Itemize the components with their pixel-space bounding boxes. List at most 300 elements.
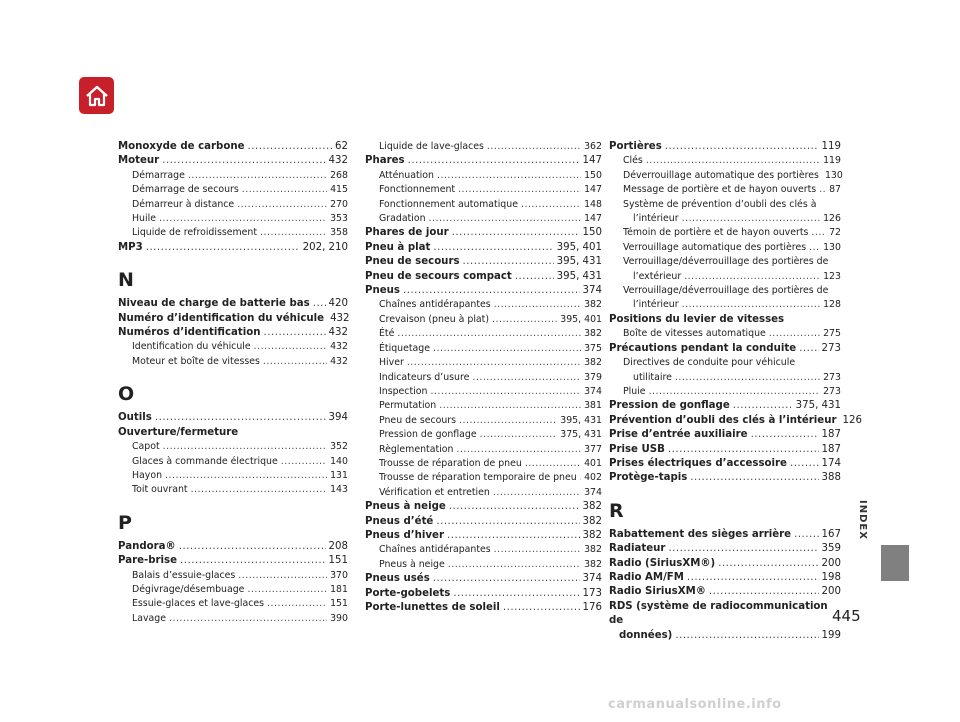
index-entry[interactable] (609, 241, 841, 255)
index-entry[interactable] (609, 255, 841, 284)
entry-label: Vérification et entretien (379, 486, 490, 498)
entry-label: Pneus d’hiver (365, 529, 444, 541)
index-entry[interactable] (365, 255, 602, 269)
dot-leader (521, 198, 581, 212)
entry-label: Fonctionnement (379, 184, 456, 196)
entry-label: Pluie (623, 385, 646, 397)
entry-pages[interactable]: 200 (821, 586, 841, 598)
index-entry[interactable] (118, 583, 348, 597)
dot-leader (247, 583, 327, 597)
entry-pages[interactable]: 377 (584, 443, 602, 455)
index-entry[interactable] (609, 443, 841, 457)
index-entry[interactable] (365, 558, 602, 572)
dot-leader (751, 428, 819, 442)
entry-pages[interactable]: 130 (824, 169, 843, 181)
dot-leader (487, 140, 581, 154)
home-icon (84, 83, 110, 109)
index-entry[interactable] (365, 572, 602, 586)
index-entry[interactable] (609, 414, 862, 428)
dot-leader (515, 270, 554, 284)
entry-label: Pare-brise (118, 555, 178, 567)
dot-leader (437, 169, 581, 183)
entry-pages[interactable]: 140 (330, 455, 348, 467)
index-entry[interactable] (118, 340, 348, 354)
index-entry[interactable] (118, 597, 348, 611)
entry-label: Radio AM/FM (609, 571, 684, 583)
index-entry[interactable] (365, 399, 602, 413)
entry-label: Hayon (132, 469, 163, 481)
index-entry[interactable] (365, 154, 602, 168)
entry-pages[interactable]: 353 (330, 213, 348, 225)
dot-leader (668, 542, 818, 556)
entry-pages[interactable]: 395, 401 (556, 241, 602, 253)
index-entry[interactable] (365, 457, 602, 471)
index-entry[interactable] (609, 471, 841, 485)
entry-pages[interactable]: 187 (821, 443, 841, 455)
index-entry[interactable] (118, 297, 348, 311)
index-entry[interactable] (118, 140, 348, 154)
entry-label: Identification du véhicule (132, 341, 251, 353)
entry-label: Porte-lunettes de soleil (365, 602, 500, 613)
entry-pages[interactable]: 143 (330, 484, 348, 496)
entry-label: Moteur (118, 155, 160, 167)
index-entry[interactable] (365, 529, 602, 543)
dot-leader (480, 428, 558, 442)
entry-pages[interactable]: 150 (582, 227, 602, 239)
index-entry[interactable] (365, 471, 602, 485)
dot-leader (799, 342, 818, 356)
entry-label: Pneus à neige (379, 558, 445, 570)
entry-label: Balais d’essuie-glaces (132, 569, 236, 581)
entry-pages[interactable]: 151 (330, 598, 348, 610)
index-entry[interactable] (609, 154, 841, 168)
entry-label: Verrouillage automatique des portières (623, 241, 807, 253)
entry-pages[interactable]: 199 (821, 629, 841, 641)
dot-leader (682, 298, 820, 312)
entry-pages[interactable]: 374 (584, 385, 602, 397)
entry-pages[interactable]: 379 (584, 371, 602, 383)
dot-leader (794, 528, 818, 542)
index-entry[interactable] (365, 486, 602, 500)
entry-pages[interactable]: 273 (823, 371, 841, 383)
index-entry[interactable] (118, 540, 348, 554)
index-entry[interactable] (609, 140, 841, 154)
index-entry[interactable] (365, 371, 602, 385)
entry-pages[interactable]: 370 (330, 569, 348, 581)
entry-pages[interactable]: 187 (821, 429, 841, 441)
entry-pages[interactable]: 174 (821, 457, 841, 469)
index-tab[interactable] (881, 545, 909, 581)
index-entry[interactable] (609, 356, 841, 385)
dot-leader (448, 558, 581, 572)
dot-leader (313, 297, 326, 311)
section-heading: O (118, 383, 135, 406)
index-entry[interactable] (609, 284, 841, 313)
entry-pages[interactable]: 420 (328, 298, 348, 310)
entry-label: Monoxyde de carbone (118, 141, 245, 152)
entry-pages[interactable]: 375 (584, 342, 602, 354)
entry-pages[interactable]: 208 (328, 540, 348, 552)
index-entry[interactable] (118, 198, 348, 212)
index-entry[interactable] (365, 226, 602, 240)
dot-leader (668, 443, 819, 457)
dot-leader (452, 226, 580, 240)
entry-pages[interactable]: 375, 431 (560, 429, 602, 441)
index-entry[interactable] (365, 270, 602, 284)
entry-pages[interactable]: 128 (823, 299, 841, 311)
watermark: carmanualsonline.info (608, 697, 782, 712)
entry-pages[interactable]: 374 (584, 486, 602, 498)
index-entry[interactable] (609, 600, 841, 643)
index-entry[interactable] (118, 183, 348, 197)
entry-pages[interactable]: 273 (823, 385, 841, 397)
entry-pages[interactable]: 148 (584, 198, 602, 210)
entry-pages[interactable]: 382 (582, 501, 602, 513)
entry-pages[interactable]: 358 (330, 227, 348, 239)
index-entry[interactable] (118, 154, 348, 168)
dot-leader (179, 540, 326, 554)
index-column-1 (118, 140, 348, 626)
dot-leader (254, 340, 327, 354)
dot-leader (263, 355, 327, 369)
entry-pages[interactable]: 130 (823, 241, 841, 253)
entry-pages[interactable]: 273 (821, 342, 841, 354)
dot-leader (165, 469, 327, 483)
index-entry[interactable] (365, 443, 602, 457)
entry-pages[interactable]: 72 (829, 227, 841, 239)
entry-label-continued: l’intérieur (633, 299, 679, 311)
entry-pages[interactable]: 402 (584, 472, 602, 484)
dot-leader (709, 585, 819, 599)
entry-pages[interactable]: 415 (330, 184, 348, 196)
entry-pages[interactable]: 362 (584, 141, 602, 152)
index-entry[interactable] (609, 585, 841, 599)
index-entry[interactable] (609, 528, 841, 542)
entry-pages[interactable]: 382 (584, 558, 602, 570)
entry-pages[interactable]: 181 (330, 583, 348, 595)
index-entry[interactable] (118, 440, 348, 454)
entry-pages[interactable]: 382 (582, 529, 602, 541)
index-entry[interactable] (365, 356, 602, 370)
dot-leader (439, 399, 581, 413)
entry-pages[interactable]: 382 (584, 357, 602, 369)
dot-leader (456, 443, 581, 457)
entry-label: Pression de gonflage (379, 429, 477, 441)
home-button[interactable] (79, 77, 114, 114)
index-entry[interactable] (365, 587, 602, 601)
dot-leader (493, 486, 581, 500)
index-entry[interactable] (118, 212, 348, 226)
entry-pages[interactable]: 395, 431 (556, 270, 602, 282)
index-entry[interactable] (118, 483, 348, 497)
dot-leader (790, 457, 819, 471)
index-entry[interactable] (365, 543, 602, 557)
entry-pages[interactable]: 198 (821, 571, 841, 583)
dot-leader (264, 326, 326, 340)
index-entry[interactable] (118, 469, 348, 483)
entry-pages[interactable]: 432 (330, 312, 350, 324)
index-entry[interactable] (118, 411, 348, 425)
entry-label: Système de prévention d’oubli des clés à (623, 198, 817, 210)
entry-label: Liquide de lave-glaces (379, 141, 484, 152)
entry-label: Crevaison (pneu à plat) (379, 313, 490, 325)
index-entry[interactable] (118, 326, 348, 340)
entry-label: Pneu de secours (365, 256, 460, 268)
entry-label: Pneus à neige (365, 501, 446, 513)
entry-pages[interactable]: 123 (823, 270, 841, 282)
index-entry[interactable] (365, 327, 602, 341)
entry-pages[interactable]: 352 (330, 441, 348, 453)
section-heading: P (118, 511, 132, 534)
entry-pages[interactable]: 382 (582, 515, 602, 527)
entry-label: Prises électriques d’accessoire (609, 457, 787, 469)
dot-leader (169, 612, 327, 626)
dot-leader (675, 629, 818, 643)
index-side-label: INDEX (857, 500, 868, 540)
entry-label: Radiateur (609, 543, 666, 555)
entry-label: Glaces à commande électrique (132, 455, 278, 467)
entry-label: Démarrage (132, 169, 185, 181)
index-entry[interactable] (609, 428, 841, 442)
entry-label: Chaînes antidérapantes (379, 544, 491, 556)
dot-leader (494, 298, 581, 312)
entry-label: Essuie-glaces et lave-glaces (132, 598, 265, 610)
index-entry[interactable] (609, 542, 841, 556)
entry-pages[interactable]: 270 (330, 198, 348, 210)
index-entry[interactable] (118, 226, 348, 240)
entry-pages[interactable]: 394 (328, 412, 348, 424)
entry-pages[interactable]: 401 (584, 457, 602, 469)
entry-label: Positions du levier de vitesses (609, 313, 785, 325)
entry-pages[interactable]: 147 (584, 184, 602, 196)
entry-pages[interactable]: 275 (823, 328, 841, 340)
dot-leader (447, 529, 580, 543)
entry-label: Dégivrage/désembuage (132, 583, 245, 595)
entry-label: RDS (système de radiocommunication de (609, 600, 828, 627)
dot-leader (492, 313, 557, 327)
entry-label: Pneus (365, 285, 400, 297)
dot-leader (453, 587, 579, 601)
entry-label: Précautions pendant la conduite (609, 342, 797, 354)
entry-label: Démarrage de secours (132, 184, 239, 196)
index-entry[interactable] (365, 284, 602, 298)
entry-label: Déverrouillage automatique des portières (623, 169, 819, 181)
entry-label: Radio (SiriusXM®) (609, 557, 716, 569)
index-entry[interactable] (609, 557, 841, 571)
entry-label: Inspection (379, 385, 428, 397)
dot-leader (649, 385, 821, 399)
entry-label: Permutation (379, 400, 437, 412)
entry-pages[interactable]: 390 (330, 612, 348, 624)
index-entry[interactable] (609, 385, 841, 399)
dot-leader (180, 554, 326, 568)
entry-label: Chaînes antidérapantes (379, 299, 491, 311)
entry-pages[interactable]: 150 (584, 169, 602, 181)
entry-label: Porte-gobelets (365, 587, 451, 599)
dot-leader (687, 571, 819, 585)
entry-label: Phares (365, 155, 405, 167)
index-entry[interactable] (118, 355, 348, 369)
entry-pages[interactable]: 131 (330, 469, 348, 481)
index-entry[interactable] (609, 183, 841, 197)
index-entry[interactable] (609, 226, 841, 240)
entry-pages[interactable]: 382 (584, 328, 602, 340)
entry-label: Niveau de charge de batterie bas (118, 298, 310, 310)
index-entry[interactable] (365, 515, 602, 529)
dot-leader (472, 371, 581, 385)
index-entry[interactable] (118, 554, 348, 568)
dot-leader (494, 543, 581, 557)
dot-leader (436, 515, 579, 529)
index-entry[interactable] (118, 569, 348, 583)
dot-leader (459, 414, 557, 428)
index-entry[interactable] (118, 312, 348, 326)
entry-label: Prise d’entrée auxiliaire (609, 429, 748, 441)
index-entry[interactable] (609, 399, 841, 413)
dot-leader (155, 411, 326, 425)
entry-pages[interactable]: 382 (584, 544, 602, 556)
entry-pages[interactable]: 395, 431 (556, 256, 602, 268)
entry-label: Protège-tapis (609, 472, 688, 484)
entry-label: Trousse de réparation de pneu (379, 457, 522, 469)
entry-label: Radio SiriusXM® (609, 586, 706, 598)
entry-pages[interactable]: 432 (330, 341, 348, 353)
dot-leader (407, 356, 581, 370)
entry-label: Lavage (132, 612, 166, 624)
entry-label-continued: utilitaire (633, 371, 672, 383)
section-heading: N (118, 269, 134, 292)
entry-pages[interactable]: 167 (821, 528, 841, 540)
index-entry[interactable] (365, 140, 602, 154)
index-entry[interactable] (365, 428, 602, 442)
index-entry[interactable] (609, 327, 841, 341)
entry-label: Pneus usés (365, 573, 430, 585)
entry-pages[interactable]: 432 (328, 155, 348, 167)
index-entry[interactable] (365, 313, 602, 327)
dot-leader (809, 241, 820, 255)
index-entry[interactable] (365, 601, 602, 615)
entry-pages[interactable]: 147 (584, 213, 602, 225)
entry-pages[interactable]: 432 (330, 355, 348, 367)
entry-pages[interactable]: 126 (823, 213, 841, 225)
entry-label: Pression de gonflage (609, 400, 730, 412)
index-entry[interactable] (365, 500, 602, 514)
index-entry[interactable] (609, 571, 841, 585)
entry-label: Atténuation (379, 169, 434, 181)
entry-pages[interactable]: 359 (821, 543, 841, 555)
index-entry[interactable] (365, 169, 602, 183)
entry-label-continued: données) (619, 629, 673, 641)
index-entry[interactable] (118, 241, 348, 255)
index-column-2 (365, 140, 602, 615)
dot-leader (433, 241, 553, 255)
page-number: 445 (832, 607, 861, 625)
index-entry[interactable] (609, 169, 841, 183)
entry-pages[interactable]: 147 (582, 155, 602, 167)
index-entry[interactable] (365, 385, 602, 399)
entry-label: Boîte de vitesses automatique (623, 328, 766, 340)
index-entry[interactable] (609, 313, 841, 327)
entry-pages[interactable]: 173 (582, 587, 602, 599)
entry-label: Pneu de secours (379, 414, 457, 426)
dot-leader (819, 183, 826, 197)
index-entry[interactable] (118, 169, 348, 183)
entry-label: Pneu de secours compact (365, 270, 512, 282)
entry-label: Clés (623, 155, 643, 167)
index-entry[interactable] (609, 457, 841, 471)
entry-label: Directives de conduite pour véhicule (623, 357, 796, 369)
index-entry[interactable] (365, 212, 602, 226)
entry-label: Huile (132, 213, 156, 225)
dot-leader (463, 255, 554, 269)
dot-leader (237, 198, 327, 212)
entry-pages[interactable]: 126 (842, 414, 862, 426)
index-entry[interactable] (609, 198, 841, 227)
dot-leader (503, 601, 580, 615)
index-entry[interactable] (118, 426, 348, 440)
entry-pages[interactable]: 388 (821, 472, 841, 484)
dot-leader (718, 557, 818, 571)
entry-pages[interactable]: 202, 210 (302, 241, 348, 253)
entry-pages[interactable]: 382 (584, 299, 602, 311)
entry-label: Moteur et boîte de vitesses (132, 355, 260, 367)
dot-leader (733, 399, 793, 413)
entry-pages[interactable]: 374 (582, 573, 602, 585)
entry-pages[interactable]: 119 (823, 155, 841, 167)
entry-pages[interactable]: 375, 431 (795, 400, 841, 412)
dot-leader (260, 226, 327, 240)
dot-leader (188, 169, 327, 183)
entry-pages[interactable]: 151 (328, 555, 348, 567)
dot-leader (684, 270, 820, 284)
dot-leader (675, 371, 820, 385)
entry-pages[interactable]: 395, 431 (560, 414, 602, 426)
index-entry[interactable] (365, 183, 602, 197)
index-entry[interactable] (609, 342, 841, 356)
entry-label: Démarreur à distance (132, 198, 235, 210)
entry-label: Verrouillage/déverrouillage des portières de (623, 256, 829, 268)
index-entry[interactable] (365, 241, 602, 255)
entry-label: Pneus d’été (365, 515, 434, 527)
dot-leader (525, 457, 581, 471)
entry-pages[interactable]: 87 (829, 184, 841, 196)
entry-label: Prévention d’oubli des clés à l’intérieur (609, 414, 837, 426)
index-entry[interactable] (365, 342, 602, 356)
entry-label: Pneu à plat (365, 241, 431, 253)
entry-pages[interactable]: 395, 401 (560, 313, 602, 325)
entry-pages[interactable]: 432 (328, 327, 348, 339)
entry-label: Numéros d’identification (118, 327, 261, 339)
index-entry[interactable] (118, 612, 348, 626)
index-entry[interactable] (365, 198, 602, 212)
entry-label: Rabattement des sièges arrière (609, 528, 792, 540)
dot-leader (159, 212, 327, 226)
dot-leader (449, 500, 580, 514)
entry-label: Message de portière et de hayon ouverts (623, 184, 817, 196)
section-heading: R (609, 499, 624, 522)
entry-pages[interactable]: 119 (821, 141, 841, 152)
entry-pages[interactable]: 268 (330, 169, 348, 181)
index-entry[interactable] (365, 414, 602, 428)
index-entry[interactable] (118, 455, 348, 469)
entry-pages[interactable]: 62 (335, 141, 348, 152)
dot-leader (580, 471, 581, 485)
entry-pages[interactable]: 374 (582, 285, 602, 297)
entry-pages[interactable]: 200 (821, 557, 841, 569)
entry-pages[interactable]: 381 (584, 400, 602, 412)
index-entry[interactable] (365, 298, 602, 312)
entry-pages[interactable]: 176 (582, 602, 602, 613)
